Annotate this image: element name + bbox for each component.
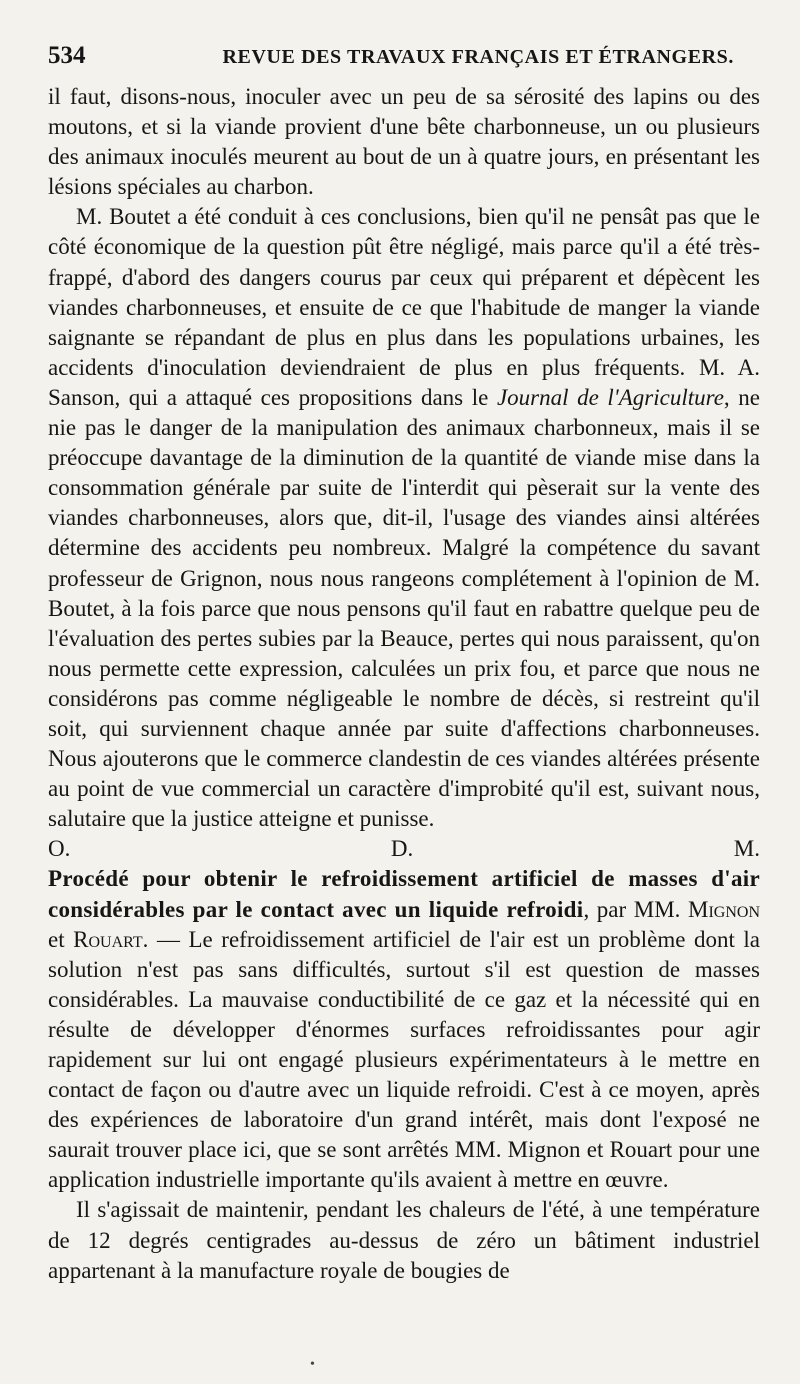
paragraph-boutet [48,202,760,834]
section-by: , par MM. [583,896,688,922]
paragraph-text: M. Boutet a été conduit à ces conclusions, bien qu'il ne pensât pas que le côté économique de la question pût être négligé, mais parce qu'il a été très-frappé, d'abord des dangers courus par ceux qui préparent et dépècent les viandes charbonneuses, et ensuite de ce que l'habitude de manger la viande saignante se répandant de plus en plus dans les populations urbaines, les accidents d'inoculation deviendraient de plus en plus fréquents. M. A. Sanson, qui a attaqué ces propositions dans le [48,204,760,410]
paragraph-final: Il s'agissait de maintenir, pendant les chaleurs de l'été, à une température de 12 degrés centigrades au-dessus de zéro un bâtiment industriel appartenant à la manufacture royale de bougies de [48,1197,760,1283]
section-text: . — Le refroidissement artificiel de l'air est un problème dont la solution n'est pas sans difficultés, surtout s'il est question de masses considérables. La mauvaise conductibilité de ce gaz et la nécessité qui en résulte de développer d'énormes surfaces refroidissantes pour agir rapidement sur lui ont engagé plusieurs expérimentateurs à le mettre en contact de façon ou d'autre avec un liquide refroidi. C'est à ce moyen, après des expériences de laboratoire d'un grand intérêt, mais dont l'exposé ne saurait trouver place ici, que se sont arrêtés MM. Mignon et Rouart pour une application industrielle importante qu'ils avaient à mettre en œuvre. [48,926,760,1193]
signature: O. D. M. [48,836,760,862]
signature-line [48,834,760,864]
print-mark: • [310,1357,315,1372]
author-rouart: Rouart [73,926,143,952]
section-title: Procédé pour obtenir le refroidissement artificiel de masses d'air considérables par le contact avec un liquide refroidi [48,866,760,922]
author-mignon: Mignon [688,896,760,922]
page-number: 534 [48,42,86,69]
running-title: REVUE DES TRAVAUX FRANÇAIS ET ÉTRANGERS. [222,46,734,68]
page-header [48,42,764,70]
page-body [48,82,760,1286]
paragraph-continued: il faut, disons-nous, inoculer avec un peu de sa sérosité des lapins ou des moutons, et si la viande provient d'une bête charbonneuse, un ou plusieurs des animaux inoculés meurent au bout de un à quatre jours, en présentant les lésions spéciales au charbon. [48,84,760,200]
paragraph-text: , ne nie pas le danger de la manipulation des animaux charbonneux, mais il se préoccupe davantage de la diminution de la quantité de viande mise dans la consommation générale par suite de l'interdit qui pèserait sur la vente des viandes charbonneuses, alors que, dit-il, l'usage des viandes ainsi altérées détermine des accidents peu nombreux. Malgré la compétence du savant professeur de Grignon, nous nous rangeons complétement à l'opinion de M. Boutet, à la fois parce que nous pensons qu'il faut en rabattre quelque peu de l'évaluation des pertes subies par la Beauce, pertes qui nous paraissent, qu'on nous permette cette expression, calculées un prix fou, et parce que nous ne considérons pas comme négligeable le nombre de décès, si restreint qu'il soit, qui surviennent chaque année par suite d'affections charbonneuses. Nous ajouterons que le commerce clandestin de ces viandes altérées présente au point de vue commercial un caractère d'improbité qu'il est, suivant nous, salutaire que la justice atteigne et punisse. [48,384,760,832]
section-procede [48,864,760,1195]
section-and: et [48,926,74,952]
journal-title: Journal de l'Agriculture [496,384,724,410]
